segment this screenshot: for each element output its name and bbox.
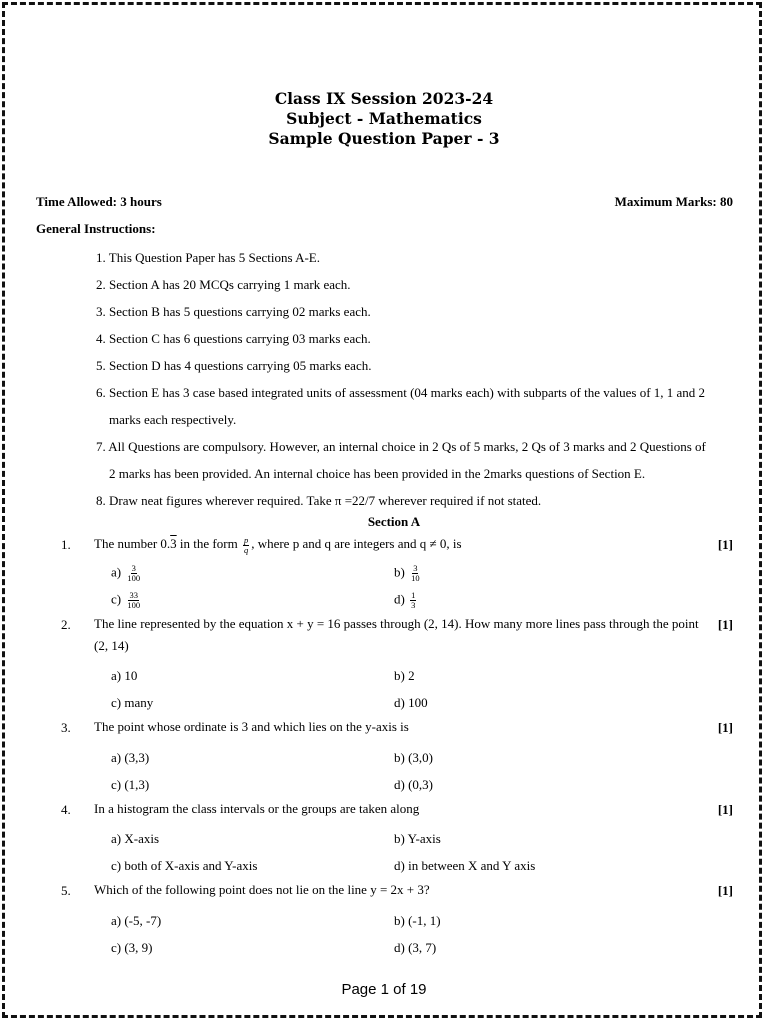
question-text: In a histogram the class intervals or the groups are taken along xyxy=(94,801,420,816)
paper-title: Sample Question Paper - 3 xyxy=(268,129,500,148)
question-marks: [1] xyxy=(717,883,733,898)
option-b[interactable]: b) 2 xyxy=(394,668,415,683)
instruction-item: 8. Draw neat figures wherever required. Take π =22/7 wherever required if not stated. xyxy=(96,493,542,508)
question-number: 3. xyxy=(61,720,71,735)
instructions-list xyxy=(96,244,736,514)
question-number: 2. xyxy=(61,617,71,632)
question-text: The line represented by the equation x + y = 16 passes through (2, 14). How many more lines pass through the point (2, 14) xyxy=(94,616,699,653)
option-a[interactable]: a) 10 xyxy=(111,668,138,683)
instruction-item-continued: marks each respectively. xyxy=(109,412,237,427)
option-b[interactable]: b) (3,0) xyxy=(394,750,433,765)
class-session-title: Class IX Session 2023-24 xyxy=(274,89,494,108)
option-d[interactable]: d) in between X and Y axis xyxy=(394,858,536,873)
subject-title: Subject - Mathematics xyxy=(286,109,482,128)
question-marks: [1] xyxy=(717,720,733,735)
option-c[interactable]: c) both of X-axis and Y-axis xyxy=(111,858,258,873)
question-text: Which of the following point does not lie on the line y = 2x + 3? xyxy=(94,882,430,897)
option-d[interactable]: d) (0,3) xyxy=(394,777,433,792)
option-c[interactable]: c) $\frac{33}{100}$ xyxy=(111,590,141,610)
option-b[interactable]: b) (-1, 1) xyxy=(394,913,441,928)
instruction-item: 3. Section B has 5 questions carrying 02 marks each. xyxy=(96,304,371,319)
option-d[interactable]: d) (3, 7) xyxy=(394,940,437,955)
option-a[interactable]: a) (3,3) xyxy=(111,750,150,765)
time-allowed: Time Allowed: 3 hours xyxy=(36,194,162,209)
question-number: 1. xyxy=(61,537,71,552)
page-number: Page 1 of 19 xyxy=(341,981,427,998)
option-d[interactable]: d) $\frac{1}{3}$ xyxy=(394,590,416,610)
maximum-marks: Maximum Marks: 80 xyxy=(614,194,733,209)
question-number: 5. xyxy=(61,883,71,898)
question-text: The point whose ordinate is 3 and which lies on the y-axis is xyxy=(94,719,409,734)
section-a-heading: Section A xyxy=(367,514,421,529)
instruction-item: 2. Section A has 20 MCQs carrying 1 mark each. xyxy=(96,277,351,292)
option-d[interactable]: d) 100 xyxy=(394,695,428,710)
option-c[interactable]: c) (3, 9) xyxy=(111,940,153,955)
instruction-item: 7. All Questions are compulsory. However, an internal choice in 2 Qs of 5 marks, 2 Qs of 3 marks and 2 Questions of xyxy=(96,439,706,454)
instruction-item: 6. Section E has 3 case based integrated units of assessment (04 marks each) with subparts of the values of 1, 1 and 2 xyxy=(96,385,706,400)
option-a[interactable]: a) (-5, -7) xyxy=(111,913,162,928)
option-b[interactable]: b) Y-axis xyxy=(394,831,441,846)
question-1-text: The number 0.3 in the form $\frac{p}{q}$ , where p and q are integers and q ≠ 0, is xyxy=(94,534,462,555)
question-marks: [1] xyxy=(717,617,733,632)
instruction-item: 4. Section C has 6 questions carrying 03 marks each. xyxy=(96,331,371,346)
option-c[interactable]: c) (1,3) xyxy=(111,777,150,792)
option-c[interactable]: c) many xyxy=(111,695,154,710)
option-a[interactable]: a) X-axis xyxy=(111,831,160,846)
instruction-item: 1. This Question Paper has 5 Sections A-E. xyxy=(96,250,320,265)
option-a[interactable]: a) $\frac{3}{100}$ xyxy=(111,563,141,583)
question-marks: [1] xyxy=(717,537,733,552)
option-b[interactable]: b) $\frac{3}{10}$ xyxy=(394,563,420,583)
decimal-number: 0.3 xyxy=(160,536,177,551)
instruction-item: 5. Section D has 4 questions carrying 05 marks each. xyxy=(96,358,372,373)
instruction-item-continued: 2 marks has been provided. An internal choice has been provided in the 2marks questions of Section E. xyxy=(109,466,646,481)
question-number: 4. xyxy=(61,802,71,817)
general-instructions-heading: General Instructions: xyxy=(36,221,156,236)
fraction-p-over-q: $\frac{p}{q}$ xyxy=(243,534,249,555)
question-marks: [1] xyxy=(717,802,733,817)
